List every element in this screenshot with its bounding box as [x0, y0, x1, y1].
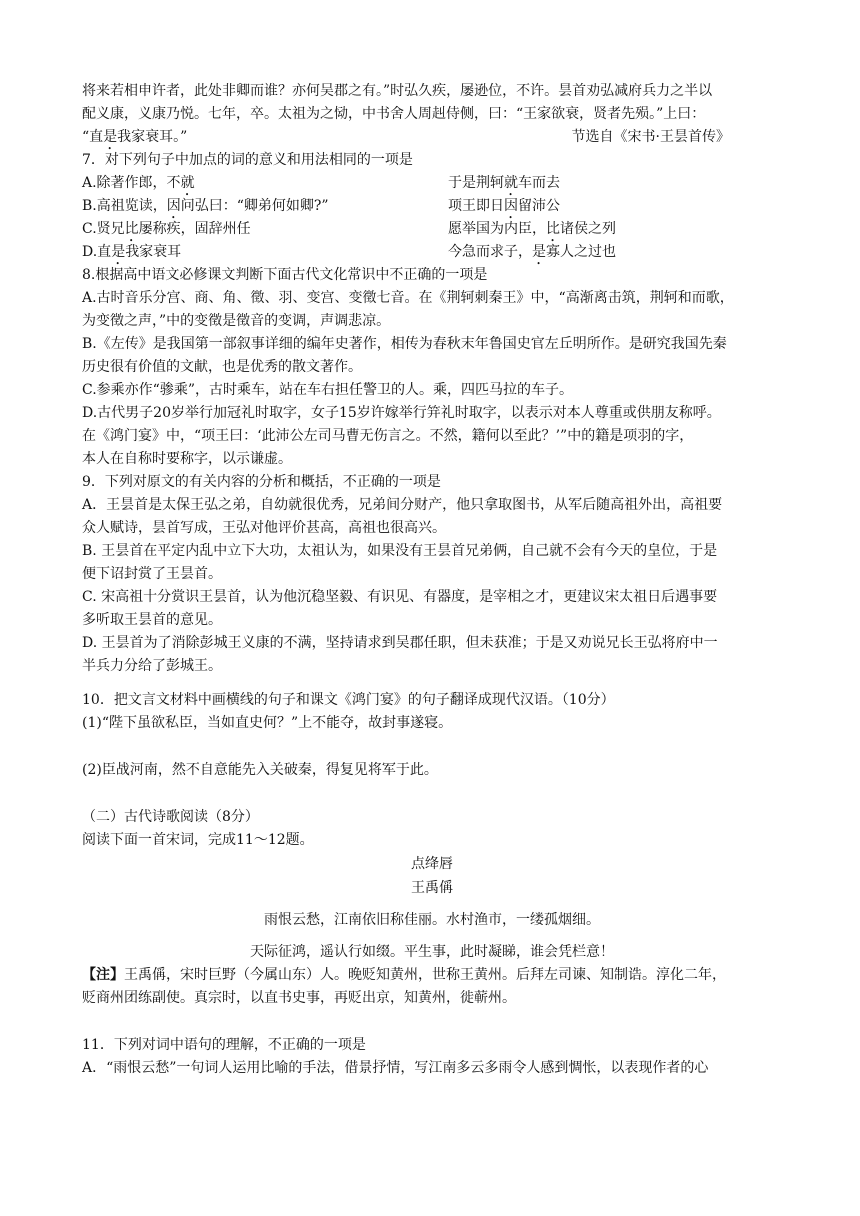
question-10-sentence-1: (1)“陛下虽欲私臣，当如直史何？”上不能夺，故封事遂寝。 — [82, 715, 453, 731]
spacer — [82, 932, 782, 940]
section-instruction: 阅读下面一首宋词，完成11～12题。 — [82, 832, 314, 848]
spacer — [82, 735, 782, 759]
question-9-line: 众人赋诗，昙首写成，王弘对他评价甚高，高祖也很高兴。 — [82, 520, 446, 536]
passage-last-line — [82, 126, 782, 149]
note-label: 【注】 — [82, 967, 124, 983]
question-11-option-a: A．“雨恨云愁”一句词人运用比喻的手法，借景抒情，写江南多云多雨令人感到惆怅，以表现作者的心 — [82, 1060, 709, 1076]
exam-page — [82, 80, 782, 1080]
dotted-word: 是 — [532, 244, 546, 260]
question-7-option-c: C.贤兄比屡称疾，固辞州任 愿举国为内臣，比诸侯之列 — [82, 221, 616, 237]
question-8-line: A.古时音乐分宫、商、角、徵、羽、变宫、变徵七音。在《荆轲刺秦王》中，“高渐离击筑，荆轲和而歌， — [82, 290, 734, 306]
dotted-word: 比 — [124, 221, 139, 237]
poem-stanza-2: 天际征鸿，遥认行如缀。平生事，此时凝睇，谁会凭栏意！ — [250, 944, 614, 960]
poem-stanza-1: 雨恨云愁，江南依旧称佳丽。水村渔市，一缕孤烟细。 — [264, 912, 600, 928]
passage-source: 节选自《宋书·王昙首传》 — [571, 129, 730, 145]
passage-line: “直是我家衰耳。” — [82, 129, 188, 145]
passage-line: 将来若相申许者，此处非卿而谁？亦何吴郡之有。”时弘久疾，屡逊位，不许。昙首劝弘减府兵力之半以 — [82, 83, 713, 99]
question-9-line: 便下诏封赏了王昙首。 — [82, 566, 222, 582]
section-title: （二）古代诗歌阅读（8分） — [82, 809, 259, 825]
question-8-line: B.《左传》是我国第一部叙事详细的编年史著作，相传为春秋末年鲁国史官左丘明所作。是研究我国先秦 — [82, 336, 727, 352]
question-9-line: D. 王昙首为了消除彭城王义康的不满，坚持请求到吴郡任职，但未获准；于是又劝说兄长王弘将府中一 — [82, 635, 718, 651]
dotted-word: 就 — [180, 175, 195, 191]
question-8-line: C.参乘亦作“骖乘”，古时乘车，站在车右担任警卫的人。乘，四匹马拉的车子。 — [82, 382, 573, 398]
poem-author: 王禹偁 — [411, 880, 453, 896]
question-11-stem: 11．下列对词中语句的理解，不正确的一项是 — [82, 1037, 366, 1053]
question-7-option-d: D.直是我家衰耳 今急而求子，是寡人之过也 — [82, 244, 616, 260]
question-9-line: A．王昙首是太保王弘之弟，自幼就很优秀，兄弟间分财产，他只拿取图书，从军后随高祖外出，高祖要 — [82, 497, 723, 513]
poem-title: 点绛唇 — [411, 856, 453, 872]
dotted-word: 就 — [504, 175, 518, 191]
spacer — [82, 1010, 782, 1034]
question-9-stem: 9．下列对原文的有关内容的分析和概括，不正确的一项是 — [82, 474, 441, 490]
dotted-word: 因 — [504, 198, 518, 214]
question-8-stem: 8.根据高中语文必修课文判断下面古代文化常识中不正确的一项是 — [82, 267, 488, 283]
spacer — [82, 900, 782, 908]
question-9-line: 多听取王昙首的意见。 — [82, 612, 222, 628]
question-8-line: D.古代男子20岁举行加冠礼时取字，女子15岁许嫁举行笄礼时取字，以表示对本人尊重或供朋友称呼。 — [82, 405, 721, 421]
poem-note: 【注】王禹偁，宋时巨野（今属山东）人。晚贬知黄州，世称王黄州。后拜左司谏、知制诰。淳化二年， — [82, 967, 726, 983]
spacer — [82, 678, 782, 689]
question-7-stem: 7．对下列句子中加点的词的意义和用法相同的一项是 — [82, 152, 413, 168]
dotted-word: 因 — [166, 198, 181, 214]
dotted-word: 是 — [111, 244, 126, 260]
question-8-line: 本人在自称时要称字，以示谦虚。 — [82, 451, 292, 467]
question-10-stem: 10．把文言文材料中画横线的句子和课文《鸿门宴》的句子翻译成现代汉语。（10分） — [82, 692, 615, 708]
question-8-line: 在《鸿门宴》中，“项王曰：‘此沛公左司马曹无伤言之。不然，籍何以至此？’”中的籍是项羽的字， — [82, 428, 694, 444]
poem-note-line: 贬商州团练副使。真宗时，以直书史事，再贬出京，知黄州，徙蕲州。 — [82, 990, 516, 1006]
question-9-line: 半兵力分给了彭城王。 — [82, 658, 222, 674]
question-10-sentence-2: (2)臣战河南，然不自意能先入关破秦，得复见将军于此。 — [82, 762, 438, 778]
dotted-word: 是 — [103, 129, 118, 145]
question-7-option-b: B.高祖览读，因问弘曰：“卿弟何如卿?” 项王即日因留沛公 — [82, 198, 560, 214]
question-8-line: 历史很有价值的文献，也是优秀的散文著作。 — [82, 359, 362, 375]
passage-line: 配义康，义康乃悦。七年，卒。太祖为之恸，中书舍人周赳侍侧，曰：“王家欲衰，贤者先殒。”上曰： — [82, 106, 706, 122]
question-8-line: 为变徵之声，”中的变徵是徵音的变调，声调悲凉。 — [82, 313, 391, 329]
question-7-option-a: A.除著作郎，不就 于是荆轲就车而去 — [82, 175, 560, 191]
question-9-line: C. 宋高祖十分赏识王昙首，认为他沉稳坚毅、有识见、有器度，是宰相之才，更建议宋太祖日后遇事要 — [82, 589, 718, 605]
spacer — [82, 782, 782, 806]
question-9-line: B. 王昙首在平定内乱中立下大功，太祖认为，如果没有王昙首兄弟俩，自己就不会有今天的皇位，于是 — [82, 543, 718, 559]
dotted-word: 比 — [546, 221, 560, 237]
